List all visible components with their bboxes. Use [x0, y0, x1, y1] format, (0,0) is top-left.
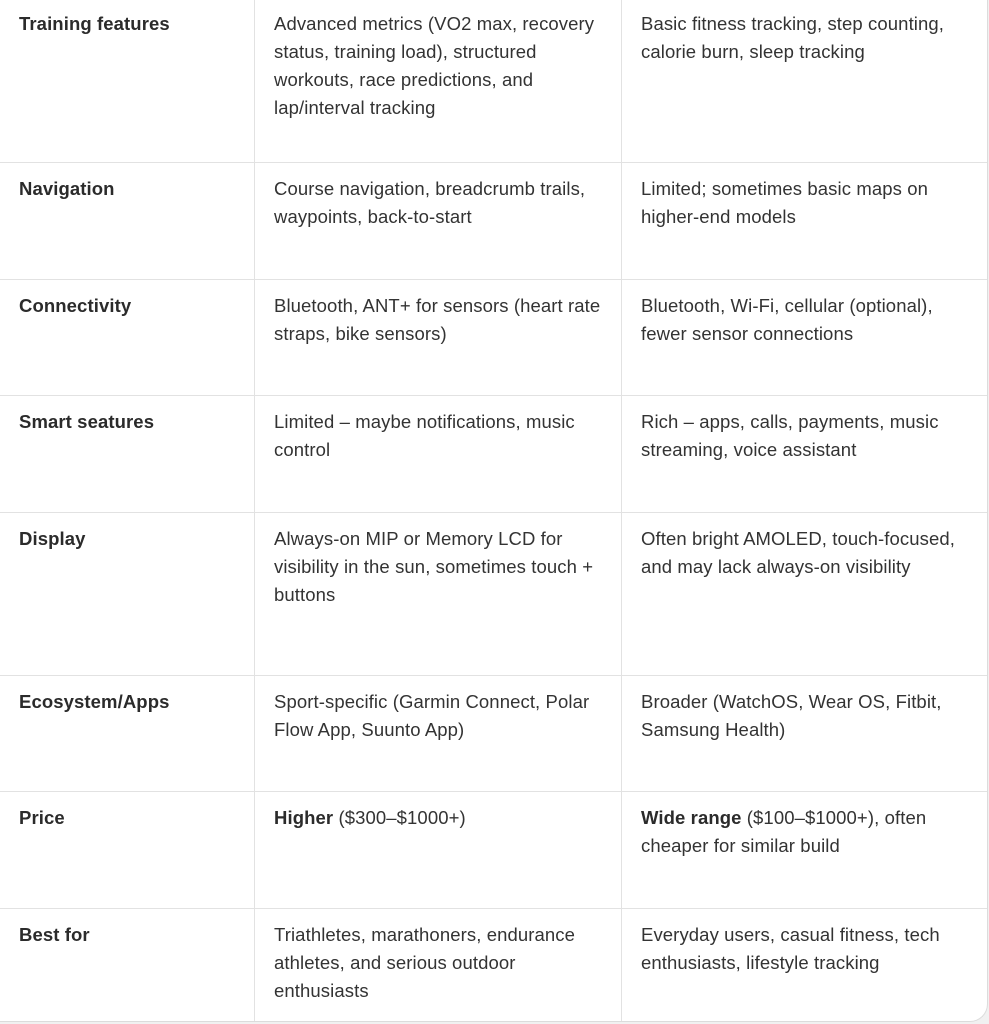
sport-watch-cell: [255, 792, 622, 908]
smartwatch-cell: Limited; sometimes basic maps on higher-end models: [641, 178, 928, 227]
feature-label: Smart seatures: [0, 396, 255, 512]
sport-watch-cell: Advanced metrics (VO2 max, recovery status, training load), structured workouts, race predictions, and lap/interval tracking: [255, 0, 622, 162]
table-row: [0, 909, 987, 1022]
feature-label: Ecosystem/Apps: [0, 676, 255, 791]
table-row: [0, 676, 987, 792]
smartwatch-cell: [622, 792, 987, 908]
sport-watch-cell: Course navigation, breadcrumb trails, waypoints, back-to-start: [255, 163, 622, 279]
table-row: [0, 0, 987, 163]
smartwatch-cell: Everyday users, casual fitness, tech enthusiasts, lifestyle tracking: [641, 924, 940, 973]
sport-watch-cell: Sport-specific (Garmin Connect, Polar Flow App, Suunto App): [255, 676, 622, 791]
price-detail: ($100–$1000+), often cheaper for similar build: [641, 807, 927, 856]
price-detail: ($300–$1000+): [333, 807, 466, 828]
smartwatch-cell: Rich – apps, calls, payments, music streaming, voice assistant: [641, 411, 939, 460]
smartwatch-cell: Basic fitness tracking, step counting, calorie burn, sleep tracking: [641, 13, 945, 62]
table-row: [0, 792, 987, 909]
feature-label: Navigation: [0, 163, 255, 279]
feature-label: Display: [0, 513, 255, 675]
smartwatch-cell: Broader (WatchOS, Wear OS, Fitbit, Samsung Health): [641, 691, 942, 740]
feature-label: Training features: [0, 0, 255, 162]
sport-watch-cell: Bluetooth, ANT+ for sensors (heart rate straps, bike sensors): [255, 280, 622, 395]
table-row: [0, 163, 987, 280]
feature-label: Price: [0, 792, 255, 908]
price-emphasis: Wide range: [641, 807, 742, 828]
sport-watch-cell: Limited – maybe notifications, music control: [255, 396, 622, 512]
feature-label: Connectivity: [0, 280, 255, 395]
feature-label: Best for: [0, 909, 255, 1022]
smartwatch-cell: Bluetooth, Wi-Fi, cellular (optional), fewer sensor connections: [641, 295, 933, 344]
sport-watch-cell: Triathletes, marathoners, endurance athletes, and serious outdoor enthusiasts: [255, 909, 622, 1022]
smartwatch-cell: Often bright AMOLED, touch-focused, and may lack always-on visibility: [641, 528, 956, 577]
table-row: [0, 513, 987, 676]
price-emphasis: Higher: [274, 807, 334, 828]
table-row: [0, 280, 987, 396]
table-row: [0, 396, 987, 513]
sport-watch-cell: Always-on MIP or Memory LCD for visibility in the sun, sometimes touch + buttons: [255, 513, 622, 675]
